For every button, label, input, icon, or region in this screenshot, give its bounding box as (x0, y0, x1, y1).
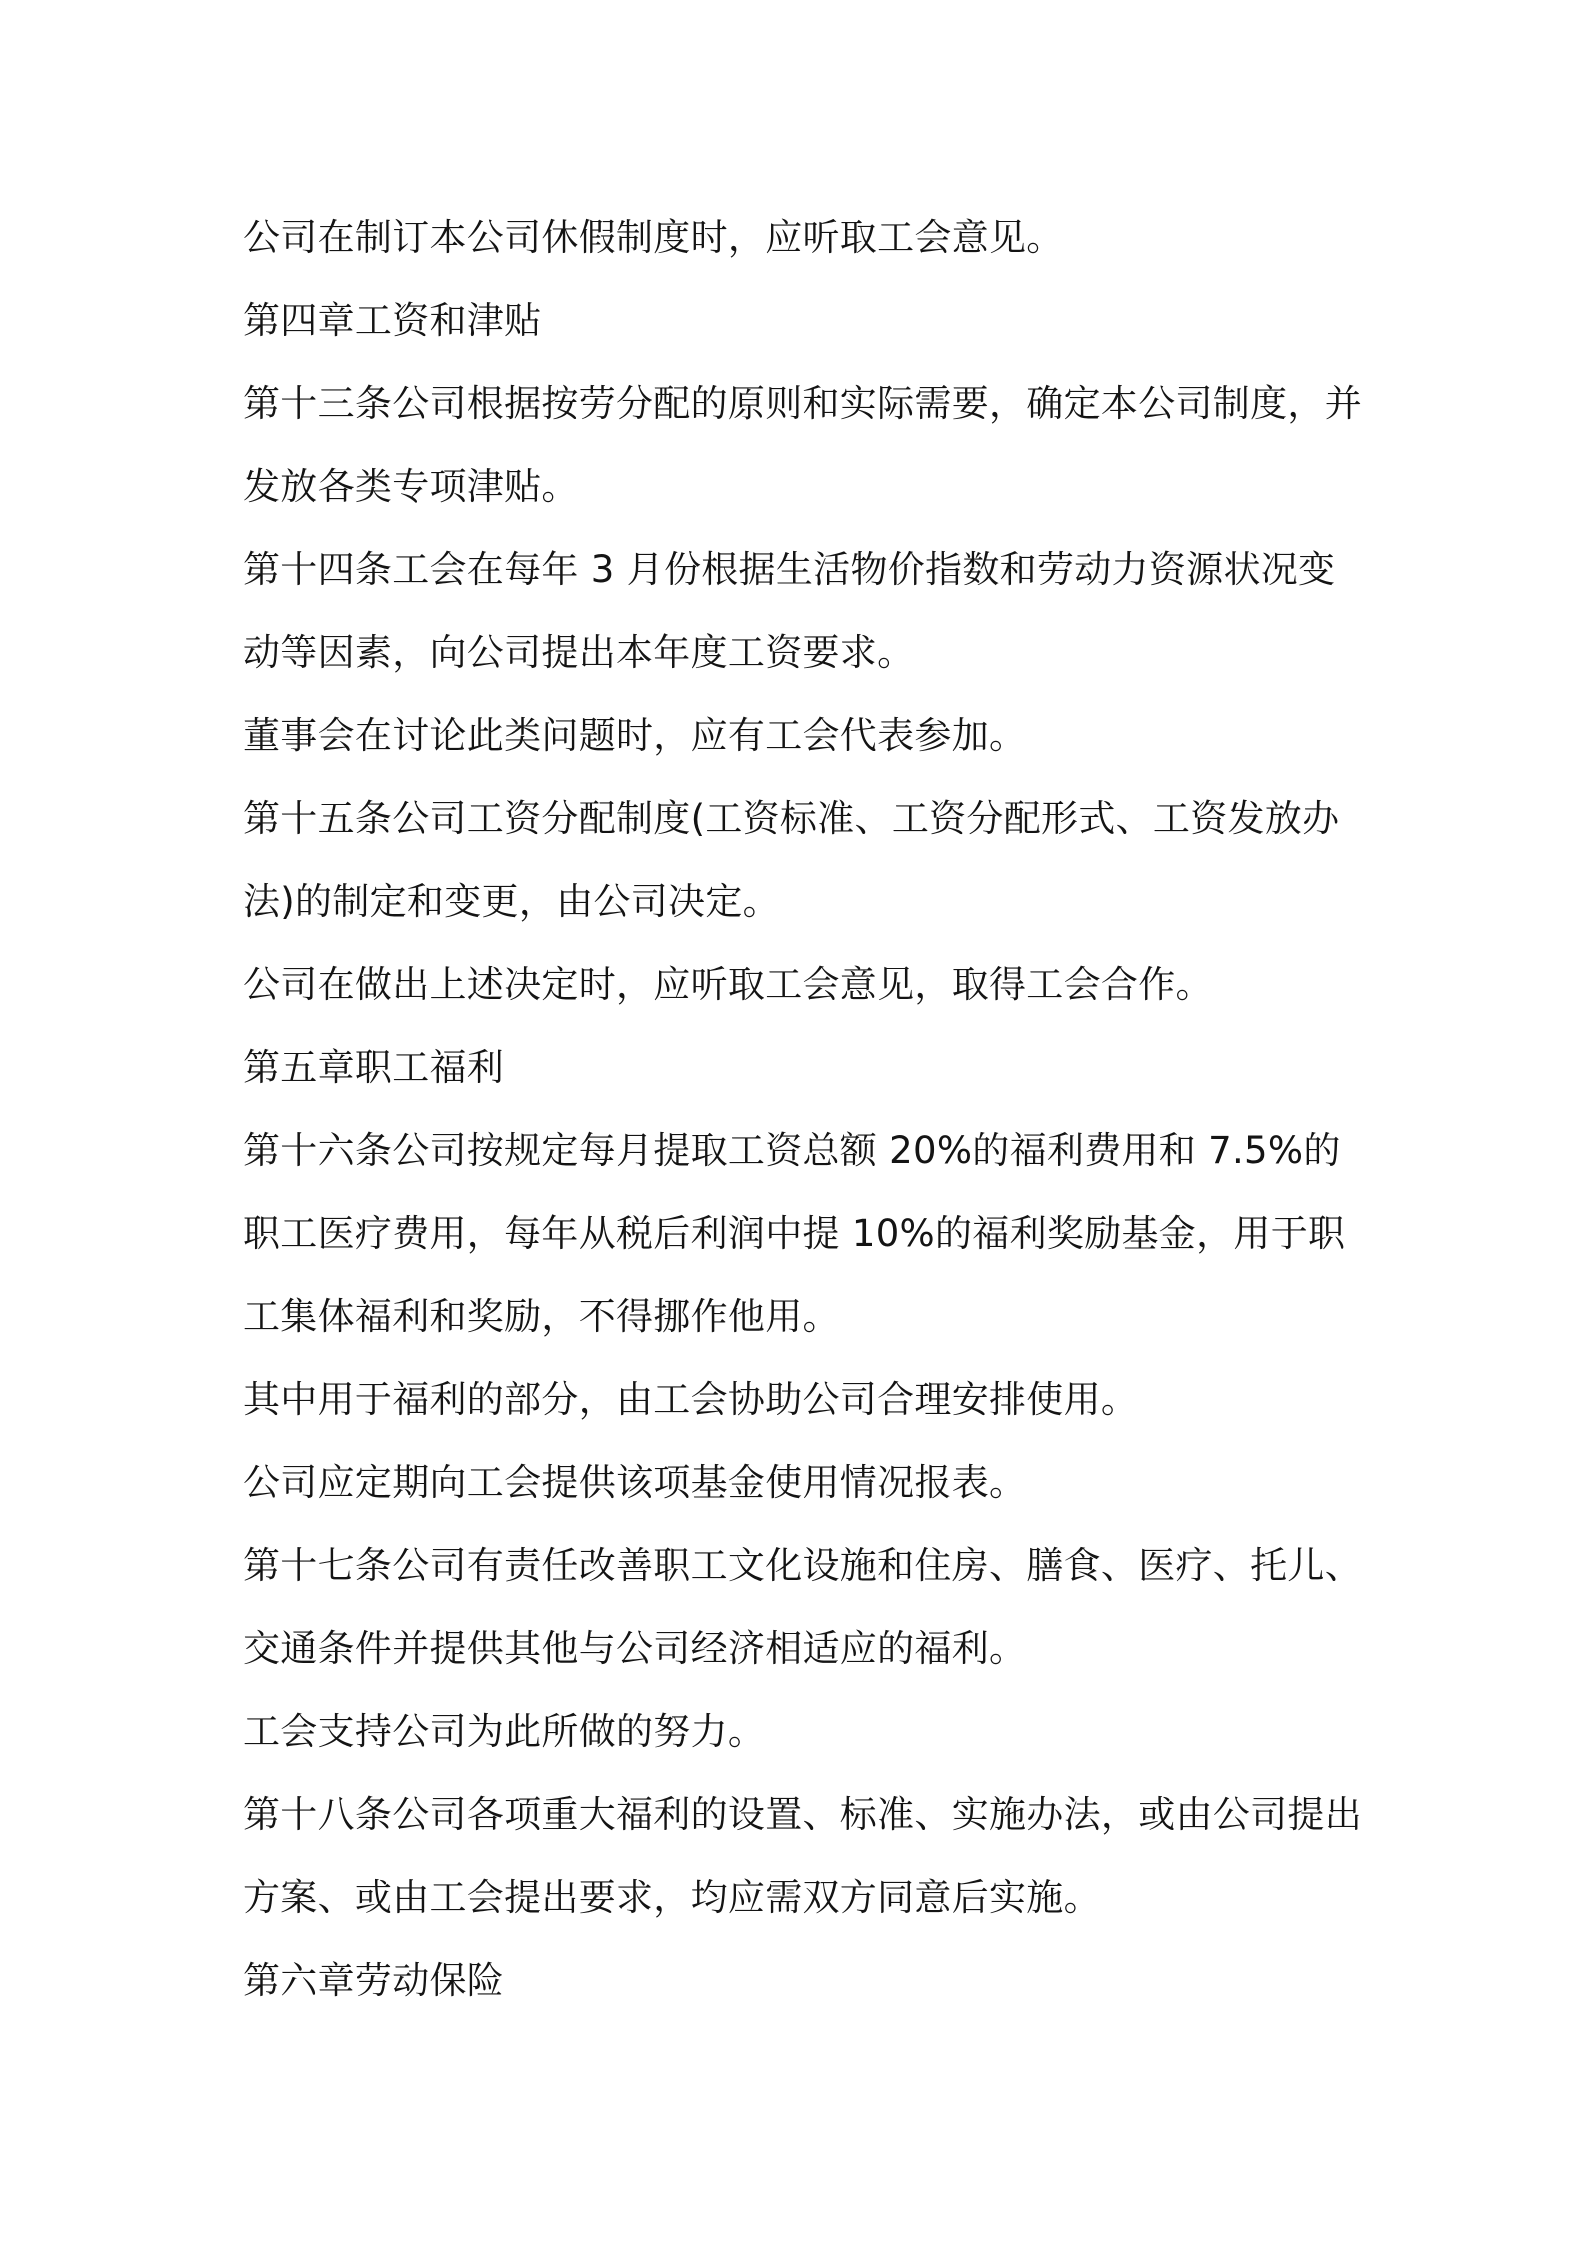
text-line: 方案、或由工会提出要求，均应需双方同意后实施。 (243, 1876, 1101, 1919)
chapter-heading: 第五章职工福利 (243, 1046, 505, 1089)
text-line: 第十四条工会在每年 3 月份根据生活物价指数和劳动力资源状况变 (243, 548, 1336, 591)
text-line: 公司应定期向工会提供该项基金使用情况报表。 (243, 1461, 1027, 1504)
text-line: 第十七条公司有责任改善职工文化设施和住房、膳食、医疗、托儿、 (243, 1544, 1362, 1587)
chapter-heading: 第六章劳动保险 (243, 1959, 505, 2002)
text-line: 职工医疗费用，每年从税后利润中提 10%的福利奖励基金，用于职 (243, 1212, 1346, 1255)
text-line: 第十八条公司各项重大福利的设置、标准、实施办法，或由公司提出 (243, 1793, 1362, 1836)
text-line: 第十六条公司按规定每月提取工资总额 20%的福利费用和 7.5%的 (243, 1129, 1341, 1172)
text-line: 公司在制订本公司休假制度时，应听取工会意见。 (243, 216, 1064, 259)
text-line: 其中用于福利的部分，由工会协助公司合理安排使用。 (243, 1378, 1139, 1421)
text-line: 第十三条公司根据按劳分配的原则和实际需要，确定本公司制度，并 (243, 382, 1362, 425)
document-body (243, 196, 1373, 2022)
text-line: 交通条件并提供其他与公司经济相适应的福利。 (243, 1627, 1027, 1670)
text-line: 工集体福利和奖励，不得挪作他用。 (243, 1295, 840, 1338)
text-line: 发放各类专项津贴。 (243, 465, 579, 508)
text-line: 动等因素，向公司提出本年度工资要求。 (243, 631, 915, 674)
text-line: 公司在做出上述决定时，应听取工会意见，取得工会合作。 (243, 963, 1213, 1006)
text-line: 工会支持公司为此所做的努力。 (243, 1710, 766, 1753)
text-line: 董事会在讨论此类问题时，应有工会代表参加。 (243, 714, 1027, 757)
text-line: 法)的制定和变更，由公司决定。 (243, 880, 780, 923)
text-line: 第十五条公司工资分配制度(工资标准、工资分配形式、工资发放办 (243, 797, 1340, 840)
chapter-heading: 第四章工资和津贴 (243, 299, 542, 342)
